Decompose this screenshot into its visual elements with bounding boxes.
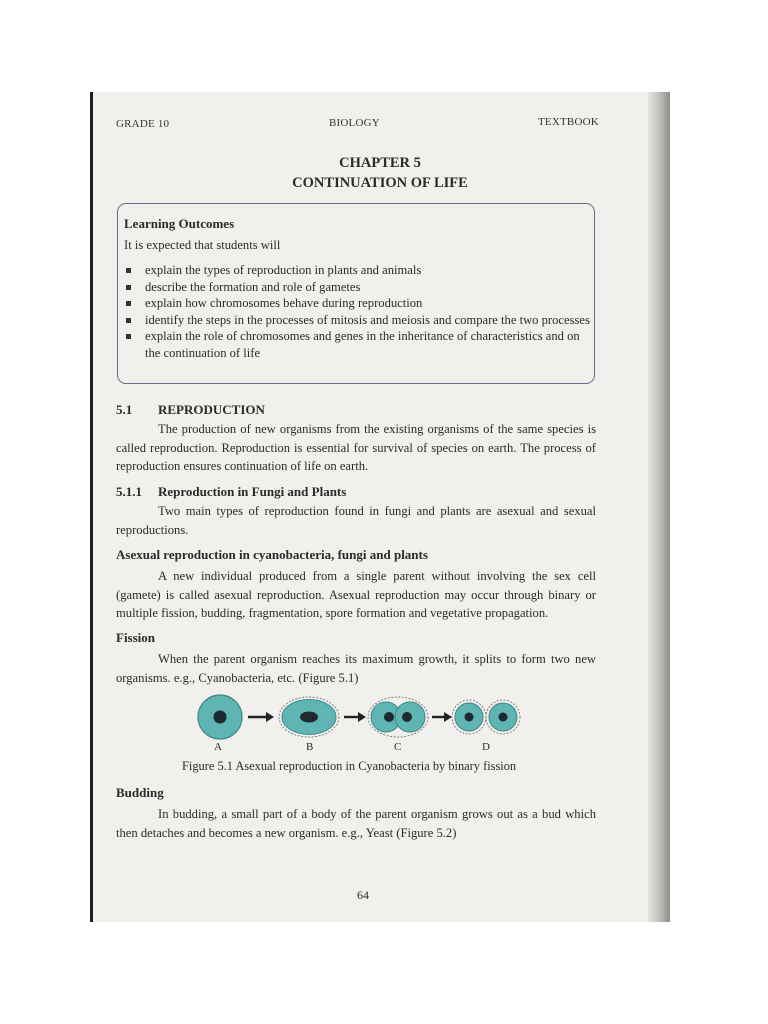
budding-heading: Budding xyxy=(116,785,164,800)
bullet-icon xyxy=(126,285,131,290)
learning-outcomes-intro: It is expected that students will xyxy=(124,238,281,252)
binary-fission-figure xyxy=(190,690,530,760)
section-5-1-title: REPRODUCTION xyxy=(158,402,265,417)
bullet-icon xyxy=(126,301,131,306)
cell-stage-b xyxy=(279,697,339,737)
list-item: explain how chromosomes behave during reproduction xyxy=(124,295,590,312)
bullet-icon xyxy=(126,268,131,273)
budding-text: In budding, a small part of a body of the parent organism grows out as a bud which then detaches and becomes a new organism. e.g., Yeast (Figure 5.2) xyxy=(116,807,596,840)
cell-stage-c xyxy=(368,697,428,737)
chapter-number: CHAPTER 5 xyxy=(339,155,421,171)
figure-caption: Figure 5.1 Asexual reproduction in Cyanobacteria by binary fission xyxy=(182,759,517,773)
page-number: 64 xyxy=(357,888,369,902)
figure-label-b: B xyxy=(306,741,314,753)
figure-label-a: A xyxy=(214,741,222,753)
bullet-icon xyxy=(126,334,131,339)
section-5-1-text: The production of new organisms from the existing organisms of the same species is called reproduction. Reproduction is essential for survival of species on earth. The process of reproduction ensures continuation of life on earth. xyxy=(116,422,596,473)
list-item: identify the steps in the processes of mitosis and meiosis and compare the two processes xyxy=(124,312,590,329)
arrow-icon xyxy=(248,712,274,722)
learning-outcomes-title: Learning Outcomes xyxy=(124,216,235,231)
page-shadow xyxy=(648,92,670,922)
section-5-1-1-number: 5.1.1 xyxy=(116,484,142,499)
section-5-1-number: 5.1 xyxy=(116,402,133,417)
asexual-text: A new individual produced from a single parent without involving the sex cell (gamete) is called asexual reproduction. Asexual reproduction may occur through binary or multiple fission, budding, fragmentation, spore formation and vegetative propagation. xyxy=(116,569,596,620)
section-5-1-1-title: Reproduction in Fungi and Plants xyxy=(158,484,347,499)
header-subject: BIOLOGY xyxy=(329,117,380,129)
arrow-icon xyxy=(432,712,452,722)
figure-label-c: C xyxy=(394,741,402,753)
list-item: describe the formation and role of gametes xyxy=(124,279,590,296)
fission-text: When the parent organism reaches its maximum growth, it splits to form two new organisms. e.g., Cyanobacteria, etc. (Figure 5.1) xyxy=(116,652,596,685)
fission-heading: Fission xyxy=(116,630,156,645)
cell-stage-d xyxy=(452,700,520,734)
list-item: explain the types of reproduction in plants and animals xyxy=(124,262,590,279)
bullet-icon xyxy=(126,318,131,323)
figure-label-d: D xyxy=(482,741,490,753)
chapter-title: CONTINUATION OF LIFE xyxy=(292,175,468,191)
arrow-icon xyxy=(344,712,366,722)
header-book-type: TEXTBOOK xyxy=(538,116,599,128)
page-binding-edge xyxy=(90,92,93,922)
cell-stage-a xyxy=(198,695,242,739)
learning-outcomes-list xyxy=(124,262,590,361)
section-5-1-1-text: Two main types of reproduction found in fungi and plants are asexual and sexual reproductions. xyxy=(116,504,596,537)
list-item: explain the role of chromosomes and genes in the inheritance of characteristics and on the continuation of life xyxy=(124,328,590,361)
header-grade: GRADE 10 xyxy=(116,118,170,130)
asexual-heading: Asexual reproduction in cyanobacteria, fungi and plants xyxy=(116,547,428,562)
